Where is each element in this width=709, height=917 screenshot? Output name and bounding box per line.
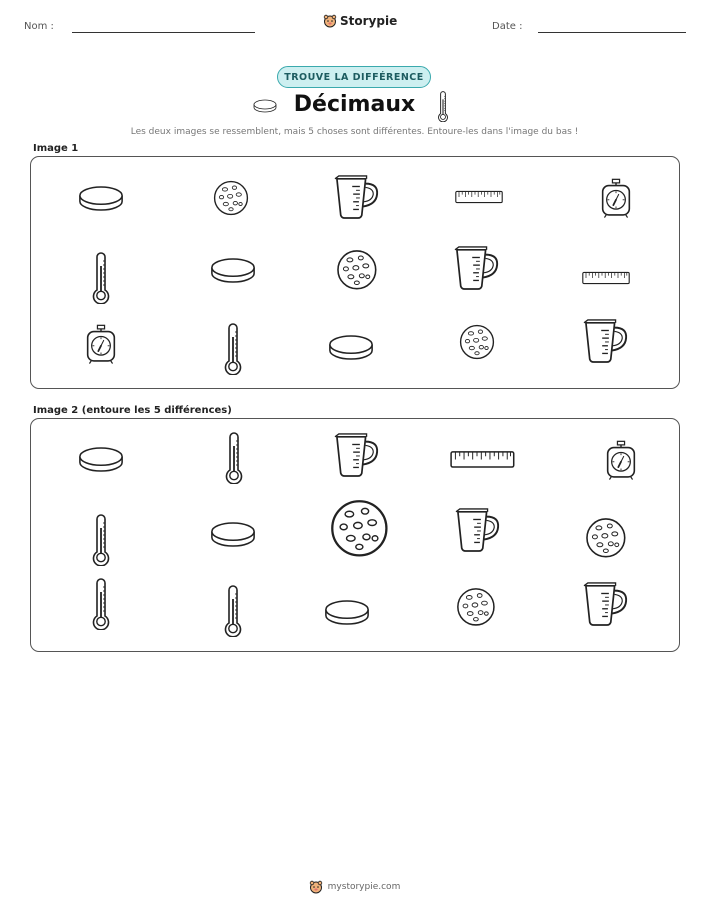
image1-coin-icon xyxy=(77,181,125,216)
activity-badge: TROUVE LA DIFFÉRENCE xyxy=(277,66,431,88)
image2-measuring-cup-icon[interactable] xyxy=(453,508,503,552)
image1-ruler-icon xyxy=(455,190,503,204)
image1-label: Image 1 xyxy=(33,143,79,154)
name-field[interactable] xyxy=(72,32,255,33)
image1-thermometer-icon xyxy=(91,252,111,304)
date-label: Date : xyxy=(492,21,523,32)
instructions: Les deux images se ressemblent, mais 5 choses sont différentes. Entoure-les dans l'image du bas ! xyxy=(130,127,579,137)
image1-panel xyxy=(30,156,680,389)
image1-coin-icon xyxy=(327,330,375,365)
image1-stopwatch-icon xyxy=(85,323,117,365)
name-label: Nom : xyxy=(24,21,54,32)
image2-cookie-icon[interactable] xyxy=(328,497,391,560)
image2-measuring-cup-icon[interactable] xyxy=(332,433,382,477)
image2-measuring-cup-icon[interactable] xyxy=(581,582,631,626)
page-title: Décimaux xyxy=(293,92,416,117)
footer-url: mystorypie.com xyxy=(327,882,401,892)
image2-coin-icon[interactable] xyxy=(323,595,371,630)
brand-logo xyxy=(323,14,397,28)
image2-coin-icon[interactable] xyxy=(209,517,257,552)
image1-coin-icon xyxy=(209,253,257,288)
image2-thermometer-icon[interactable] xyxy=(224,432,244,484)
mascot-icon xyxy=(309,880,323,894)
image1-cookie-icon xyxy=(335,248,379,292)
date-field[interactable] xyxy=(538,32,686,33)
image1-ruler-icon xyxy=(582,271,630,285)
image1-cookie-icon xyxy=(212,179,250,217)
image2-panel[interactable] xyxy=(30,418,680,652)
image2-thermometer-icon[interactable] xyxy=(223,585,243,637)
image1-measuring-cup-icon xyxy=(581,319,631,363)
thermometer-title-icon xyxy=(437,91,449,122)
image1-measuring-cup-icon xyxy=(452,246,502,290)
image2-ruler-icon[interactable] xyxy=(450,450,515,469)
image1-cookie-icon xyxy=(458,323,496,361)
mascot-icon xyxy=(323,14,337,28)
image1-thermometer-icon xyxy=(223,323,243,375)
image2-cookie-icon[interactable] xyxy=(455,586,497,628)
image2-thermometer-icon[interactable] xyxy=(91,514,111,566)
image1-stopwatch-icon xyxy=(600,177,632,219)
image2-cookie-icon[interactable] xyxy=(584,516,628,560)
brand-name: Storypie xyxy=(340,14,398,28)
image2-thermometer-icon[interactable] xyxy=(91,578,111,630)
image2-stopwatch-icon[interactable] xyxy=(605,439,637,481)
image1-measuring-cup-icon xyxy=(332,175,382,219)
image2-label: Image 2 (entoure les 5 différences) xyxy=(33,405,232,416)
image2-coin-icon[interactable] xyxy=(77,442,125,477)
footer xyxy=(0,880,709,894)
